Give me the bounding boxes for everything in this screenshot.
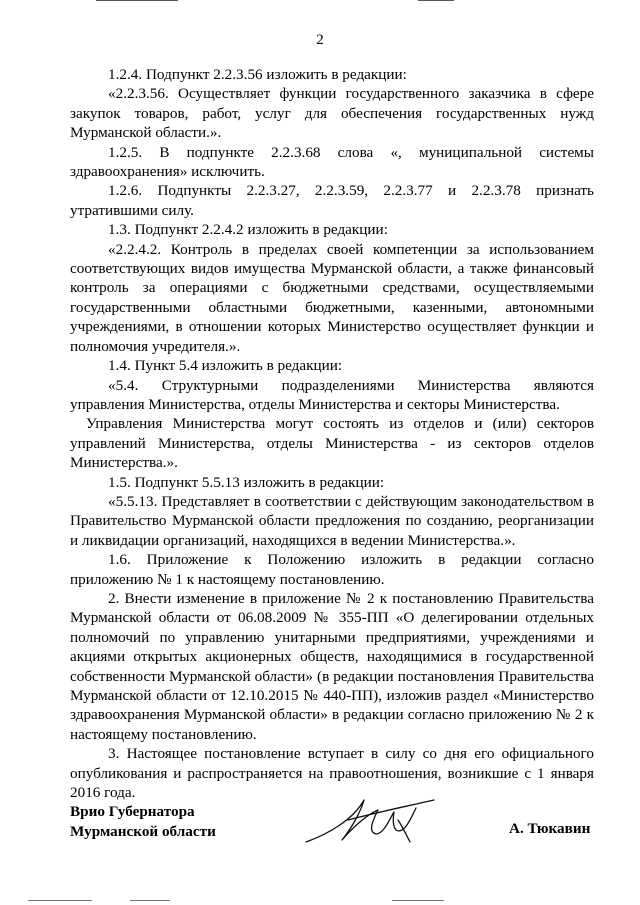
signatory-position-line1: Врио Губернатора xyxy=(70,803,195,820)
paragraph-5-5-13-text: «5.5.13. Представляет в соответствии с действующим законодательством в Правительство Мурманской области предложения по созданию, реорганизации и ликвидации организаций, находящихся в ведении Министерства.». xyxy=(70,492,594,549)
signatory-position xyxy=(70,802,216,842)
paragraph-1-5: 1.5. Подпункт 5.5.13 изложить в редакции: xyxy=(108,473,385,491)
paragraph-5-4-continuation: Управления Министерства могут состоять из отделов и (или) секторов управлений Министерства, отделы Министерства - из секторов отделов Министерства.». xyxy=(70,415,594,472)
paragraph-1-4: 1.4. Пункт 5.4 изложить в редакции: xyxy=(108,357,343,375)
paragraph-2-2-4-2-text: «2.2.4.2. Контроль в пределах своей компетенции за использованием соответствующих видов имущества Мурманской области, а также финансовый контроль за операциями с бюджетными средствами, осуществляемыми государственными областными бюджетными, казенными, автономными учреждениями, в отношении которых Министерство осуществляет функции и полномочия учредителя.». xyxy=(70,240,594,355)
paragraph-1-3: 1.3. Подпункт 2.2.4.2 изложить в редакции: xyxy=(108,221,388,239)
scan-edge-marks-bottom xyxy=(0,898,640,905)
signatory-name: А. Тюкавин xyxy=(509,820,591,837)
scan-edge-mark xyxy=(96,0,178,5)
scan-edge-mark xyxy=(418,0,454,5)
handwritten-signature xyxy=(298,790,438,850)
paragraph-3: 3. Настоящее постановление вступает в силу со дня его официального опубликования и распространяется на правоотношения, возникшие с 1 января 2016 года. xyxy=(70,745,594,802)
signatory-position-line2: Мурманской области xyxy=(70,823,216,840)
document-body xyxy=(70,65,594,802)
paragraph-5-4-text: «5.4. Структурными подразделениями Министерства являются управления Министерства, отделы Министерства и секторы Министерства. xyxy=(70,376,594,413)
paragraph-1-2-4: 1.2.4. Подпункт 2.2.3.56 изложить в редакции: xyxy=(108,66,407,83)
paragraph-1-6: 1.6. Приложение к Положению изложить в редакции согласно приложению № 1 к настоящему постановлению. xyxy=(70,551,594,588)
paragraph-2: 2. Внести изменение в приложение № 2 к постановлению Правительства Мурманской области от 06.08.2009 № 355-ПП «О делегировании отдельных полномочий по управлению унитарными предприятиями, учреждениями и акциями открытых акционерных обществ, находящимися в государственной собственности Мурманской области» (в редакции постановления Правительства Мурманской области от 12.10.2015 № 440-ПП), изложив раздел «Министерство здравоохранения Мурманской области» в редакции согласно приложению № 2 к настоящему постановлению. xyxy=(70,589,594,743)
page-number: 2 xyxy=(316,32,324,48)
paragraph-1-2-6: 1.2.6. Подпункты 2.2.3.27, 2.2.3.59, 2.2.3.77 и 2.2.3.78 признать утратившими силу. xyxy=(70,182,594,219)
paragraph-1-2-5: 1.2.5. В подпункте 2.2.3.68 слова «, муниципальной системы здравоохранения» исключить. xyxy=(70,143,594,181)
paragraph-2-2-3-56-text: «2.2.3.56. Осуществляет функции государственного заказчика в сфере закупок товаров, работ, услуг для обеспечения государственных нужд Мурманской области.». xyxy=(70,85,594,142)
